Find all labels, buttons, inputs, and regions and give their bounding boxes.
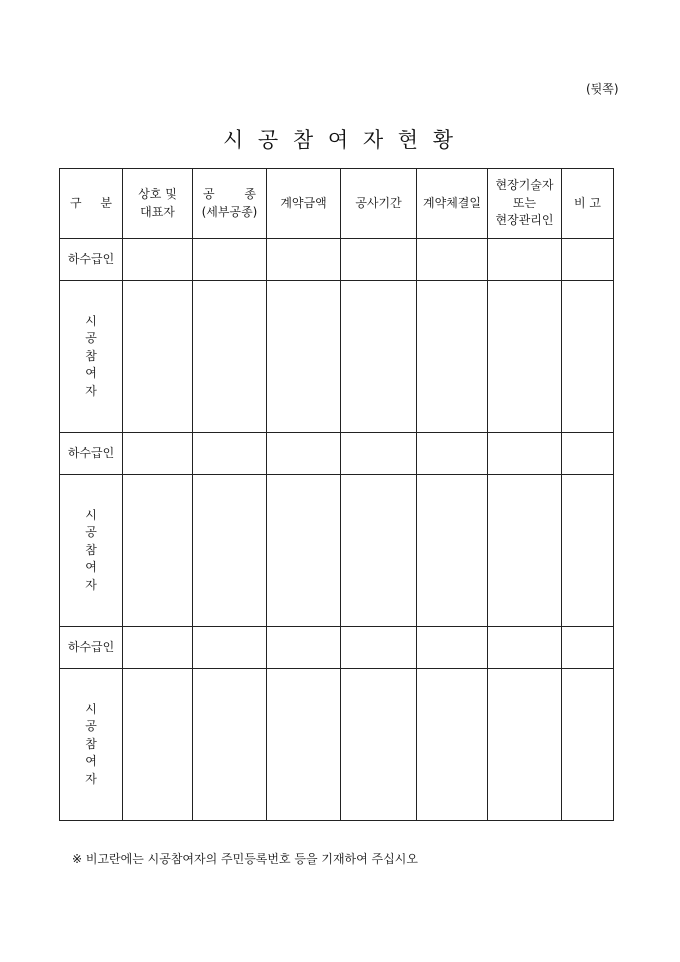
cell[interactable] <box>341 239 417 281</box>
cell[interactable] <box>267 669 341 821</box>
subcontractor-label: 하수급인 <box>60 239 123 281</box>
cell[interactable] <box>123 433 193 475</box>
participant-label: 시 공 참 여 자 <box>60 475 123 627</box>
participant-row <box>60 281 614 433</box>
cell[interactable] <box>267 627 341 669</box>
cell[interactable] <box>488 239 562 281</box>
subcontractor-label: 하수급인 <box>60 433 123 475</box>
cell[interactable] <box>193 281 267 433</box>
cell[interactable] <box>417 239 488 281</box>
participant-row <box>60 669 614 821</box>
cell[interactable] <box>488 281 562 433</box>
cell[interactable] <box>193 239 267 281</box>
subcontractor-row <box>60 239 614 281</box>
header-contract-amount: 계약금액 <box>267 169 341 239</box>
cell[interactable] <box>562 669 614 821</box>
cell[interactable] <box>123 239 193 281</box>
header-period: 공사기간 <box>341 169 417 239</box>
page-side-label: (뒷쪽) <box>586 82 619 96</box>
cell[interactable] <box>562 433 614 475</box>
cell[interactable] <box>193 433 267 475</box>
cell[interactable] <box>123 281 193 433</box>
cell[interactable] <box>562 475 614 627</box>
cell[interactable] <box>123 627 193 669</box>
header-work-type: 공 종 (세부공종) <box>193 169 267 239</box>
participant-status-table <box>59 168 614 821</box>
participant-label: 시 공 참 여 자 <box>60 669 123 821</box>
cell[interactable] <box>341 281 417 433</box>
cell[interactable] <box>267 475 341 627</box>
subcontractor-label: 하수급인 <box>60 627 123 669</box>
cell[interactable] <box>417 627 488 669</box>
cell[interactable] <box>267 281 341 433</box>
header-row <box>60 169 614 239</box>
header-gubun: 구 분 <box>60 169 123 239</box>
cell[interactable] <box>417 281 488 433</box>
cell[interactable] <box>193 475 267 627</box>
cell[interactable] <box>341 475 417 627</box>
cell[interactable] <box>341 669 417 821</box>
remarks-note: ※ 비고란에는 시공참여자의 주민등록번호 등을 기재하여 주십시오 <box>72 852 418 866</box>
cell[interactable] <box>341 627 417 669</box>
page-title: 시 공 참 여 자 현 황 <box>222 128 458 152</box>
cell[interactable] <box>488 669 562 821</box>
cell[interactable] <box>123 475 193 627</box>
cell[interactable] <box>562 281 614 433</box>
subcontractor-row <box>60 433 614 475</box>
header-company: 상호 및 대표자 <box>123 169 193 239</box>
cell[interactable] <box>417 669 488 821</box>
cell[interactable] <box>562 239 614 281</box>
participant-row <box>60 475 614 627</box>
cell[interactable] <box>488 475 562 627</box>
cell[interactable] <box>193 669 267 821</box>
cell[interactable] <box>267 433 341 475</box>
cell[interactable] <box>562 627 614 669</box>
cell[interactable] <box>341 433 417 475</box>
header-remarks: 비 고 <box>562 169 614 239</box>
subcontractor-row <box>60 627 614 669</box>
cell[interactable] <box>417 433 488 475</box>
cell[interactable] <box>193 627 267 669</box>
cell[interactable] <box>267 239 341 281</box>
cell[interactable] <box>488 433 562 475</box>
cell[interactable] <box>123 669 193 821</box>
cell[interactable] <box>417 475 488 627</box>
header-site-manager: 현장기술자 또는 현장관리인 <box>488 169 562 239</box>
cell[interactable] <box>488 627 562 669</box>
participant-label: 시 공 참 여 자 <box>60 281 123 433</box>
header-contract-date: 계약체결일 <box>417 169 488 239</box>
